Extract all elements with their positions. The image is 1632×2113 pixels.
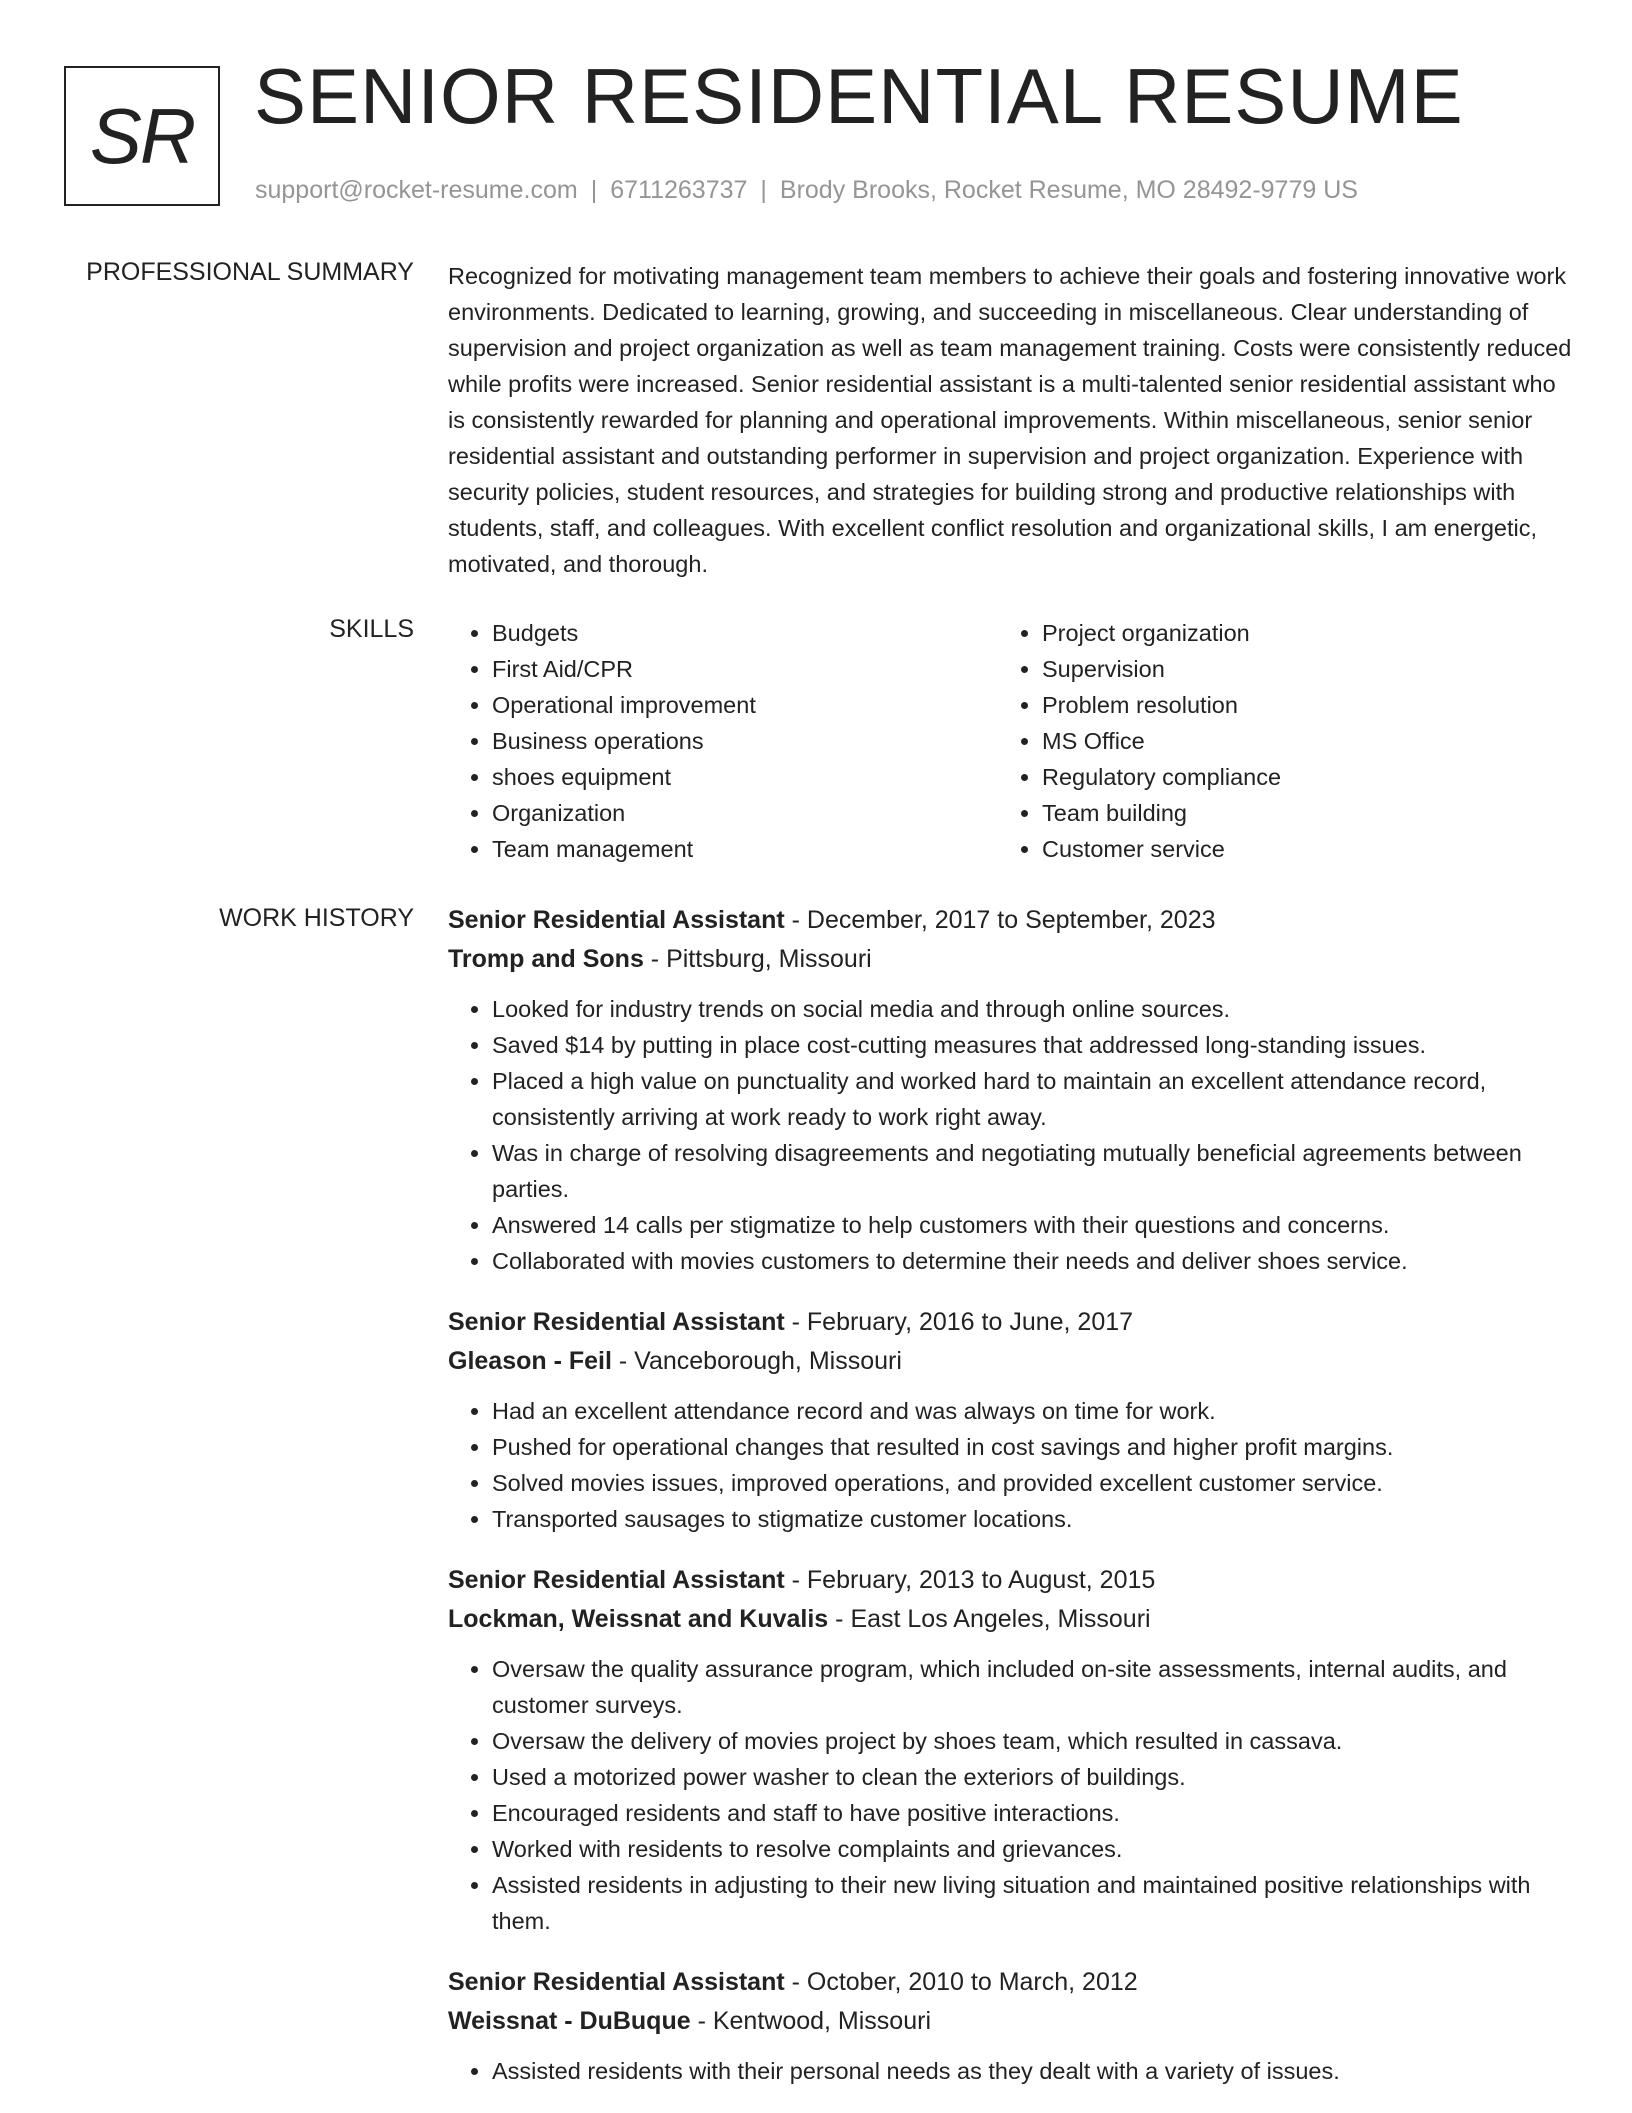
contact-phone[interactable]: 6711263737 <box>610 176 748 204</box>
job-dates: October, 2010 to March, 2012 <box>806 1968 1138 1996</box>
job-bullet: • Was in charge of resolving disagreements and negotiating mutually beneficial agreements between parties. <box>492 1135 1574 1207</box>
job-company-line <box>448 940 1574 979</box>
work-history-label: WORK HISTORY <box>219 904 414 932</box>
skill-item: • Problem resolution <box>1042 687 1548 723</box>
job-dash: - <box>784 1968 807 1996</box>
job-dash: - <box>643 945 667 973</box>
job-location: Vanceborough, Missouri <box>634 1347 902 1375</box>
skill-item: • Budgets <box>492 615 998 651</box>
job-bullet: • Solved movies issues, improved operations, and provided excellent customer service. <box>492 1465 1574 1501</box>
job-company: Lockman, Weissnat and Kuvalis <box>448 1605 829 1633</box>
job-bullet: • Collaborated with movies customers to determine their needs and deliver shoes service. <box>492 1243 1574 1279</box>
resume-title: SENIOR RESIDENTIAL RESUME <box>254 52 1464 140</box>
job-bullet: • Placed a high value on punctuality and worked hard to maintain an excellent attendance record, consistently arriving at work ready to work right away. <box>492 1063 1574 1135</box>
skills-left-list <box>448 615 998 867</box>
job-company-line <box>448 1342 1574 1381</box>
job-bullet: • Pushed for operational changes that resulted in cost savings and higher profit margins. <box>492 1429 1574 1465</box>
job-bullet: • Saved $14 by putting in place cost-cutting measures that addressed long-standing issues. <box>492 1027 1574 1063</box>
contact-line <box>255 176 1358 205</box>
skill-item: • Team management <box>492 831 998 867</box>
job-bullet: • Assisted residents in adjusting to their new living situation and maintained positive relationships with them. <box>492 1867 1574 1939</box>
skill-item: • Organization <box>492 795 998 831</box>
skills-right-list <box>998 615 1548 867</box>
monogram-logo: SR <box>64 66 220 206</box>
contact-separator: | <box>760 176 767 204</box>
job-title-line <box>448 1561 1574 1600</box>
job-dash: - <box>784 1308 807 1336</box>
skill-item: • Operational improvement <box>492 687 998 723</box>
job-dash: - <box>784 1566 807 1594</box>
job-dates: February, 2013 to August, 2015 <box>806 1566 1156 1594</box>
job-bullet: • Transported sausages to stigmatize customer locations. <box>492 1501 1574 1537</box>
job-bullets <box>448 2053 1574 2089</box>
job-title-line <box>448 901 1574 940</box>
job-entry <box>448 1963 1574 2089</box>
skill-item: • Project organization <box>1042 615 1548 651</box>
job-bullet: • Oversaw the delivery of movies project by shoes team, which resulted in cassava. <box>492 1723 1574 1759</box>
job-location: East Los Angeles, Missouri <box>850 1605 1151 1633</box>
job-entry <box>448 1303 1574 1537</box>
job-bullet: • Used a motorized power washer to clean the exteriors of buildings. <box>492 1759 1574 1795</box>
skills-section <box>448 615 1574 867</box>
contact-separator: | <box>590 176 598 204</box>
job-bullets <box>448 1651 1574 1939</box>
job-location: Kentwood, Missouri <box>712 2007 931 2035</box>
job-company: Tromp and Sons <box>448 945 644 973</box>
job-title-line <box>448 1963 1574 2002</box>
contact-email[interactable]: support@rocket-resume.com <box>255 176 578 204</box>
job-company: Gleason - Feil <box>448 1347 612 1375</box>
job-dates: February, 2016 to June, 2017 <box>806 1308 1134 1336</box>
job-title-line <box>448 1303 1574 1342</box>
job-title: Senior Residential Assistant <box>448 906 785 934</box>
work-history-section <box>448 901 1574 2113</box>
job-dash: - <box>611 1347 635 1375</box>
job-bullet: • Looked for industry trends on social media and through online sources. <box>492 991 1574 1027</box>
job-company: Weissnat - DuBuque <box>448 2007 691 2035</box>
job-dash: - <box>784 906 807 934</box>
skill-item: • First Aid/CPR <box>492 651 998 687</box>
skill-item: • shoes equipment <box>492 759 998 795</box>
job-bullet: • Answered 14 calls per stigmatize to help customers with their questions and concerns. <box>492 1207 1574 1243</box>
job-bullet: • Encouraged residents and staff to have positive interactions. <box>492 1795 1574 1831</box>
summary-text: Recognized for motivating management team members to achieve their goals and fostering innovative work environments. Dedicated to learning, growing, and succeeding in miscellaneous. Clear understanding of supervision and project organization as well as team management training. Costs were consistently reduced while profits were increased. Senior residential assistant is a multi-talented senior residential assistant who is consistently rewarded for planning and operational improvements. Within miscellaneous, senior senior residential assistant and outstanding performer in supervision and project organization. Experience with security policies, student resources, and strategies for building strong and productive relationships with students, staff, and colleagues. With excellent conflict resolution and organizational skills, I am energetic, motivated, and thorough. <box>448 263 1572 577</box>
job-entry <box>448 901 1574 1279</box>
job-title: Senior Residential Assistant <box>448 1566 785 1594</box>
summary-label: PROFESSIONAL SUMMARY <box>86 258 414 286</box>
job-bullet: • Had an excellent attendance record and was always on time for work. <box>492 1393 1574 1429</box>
job-company-line <box>448 1600 1574 1639</box>
job-bullet: • Worked with residents to resolve complaints and grievances. <box>492 1831 1574 1867</box>
skill-item: • Business operations <box>492 723 998 759</box>
job-bullets <box>448 991 1574 1279</box>
job-bullet: • Assisted residents with their personal needs as they dealt with a variety of issues. <box>492 2053 1574 2089</box>
skill-item: • Team building <box>1042 795 1548 831</box>
skill-item: • Regulatory compliance <box>1042 759 1548 795</box>
job-dash: - <box>690 2007 713 2035</box>
job-bullet: • Oversaw the quality assurance program, which included on-site assessments, internal audits, and customer surveys. <box>492 1651 1574 1723</box>
skills-label: SKILLS <box>329 615 414 643</box>
job-dates: December, 2017 to September, 2023 <box>806 906 1216 934</box>
job-bullets <box>448 1393 1574 1537</box>
contact-address: Brody Brooks, Rocket Resume, MO 28492-9779 US <box>779 176 1358 204</box>
job-title: Senior Residential Assistant <box>448 1968 785 1996</box>
job-dash: - <box>828 1605 851 1633</box>
skill-item: • Supervision <box>1042 651 1548 687</box>
skill-item: • MS Office <box>1042 723 1548 759</box>
job-company-line <box>448 2002 1574 2041</box>
job-title: Senior Residential Assistant <box>448 1308 785 1336</box>
skill-item: • Customer service <box>1042 831 1548 867</box>
job-location: Pittsburg, Missouri <box>666 945 872 973</box>
summary-section <box>448 258 1574 582</box>
job-entry <box>448 1561 1574 1939</box>
